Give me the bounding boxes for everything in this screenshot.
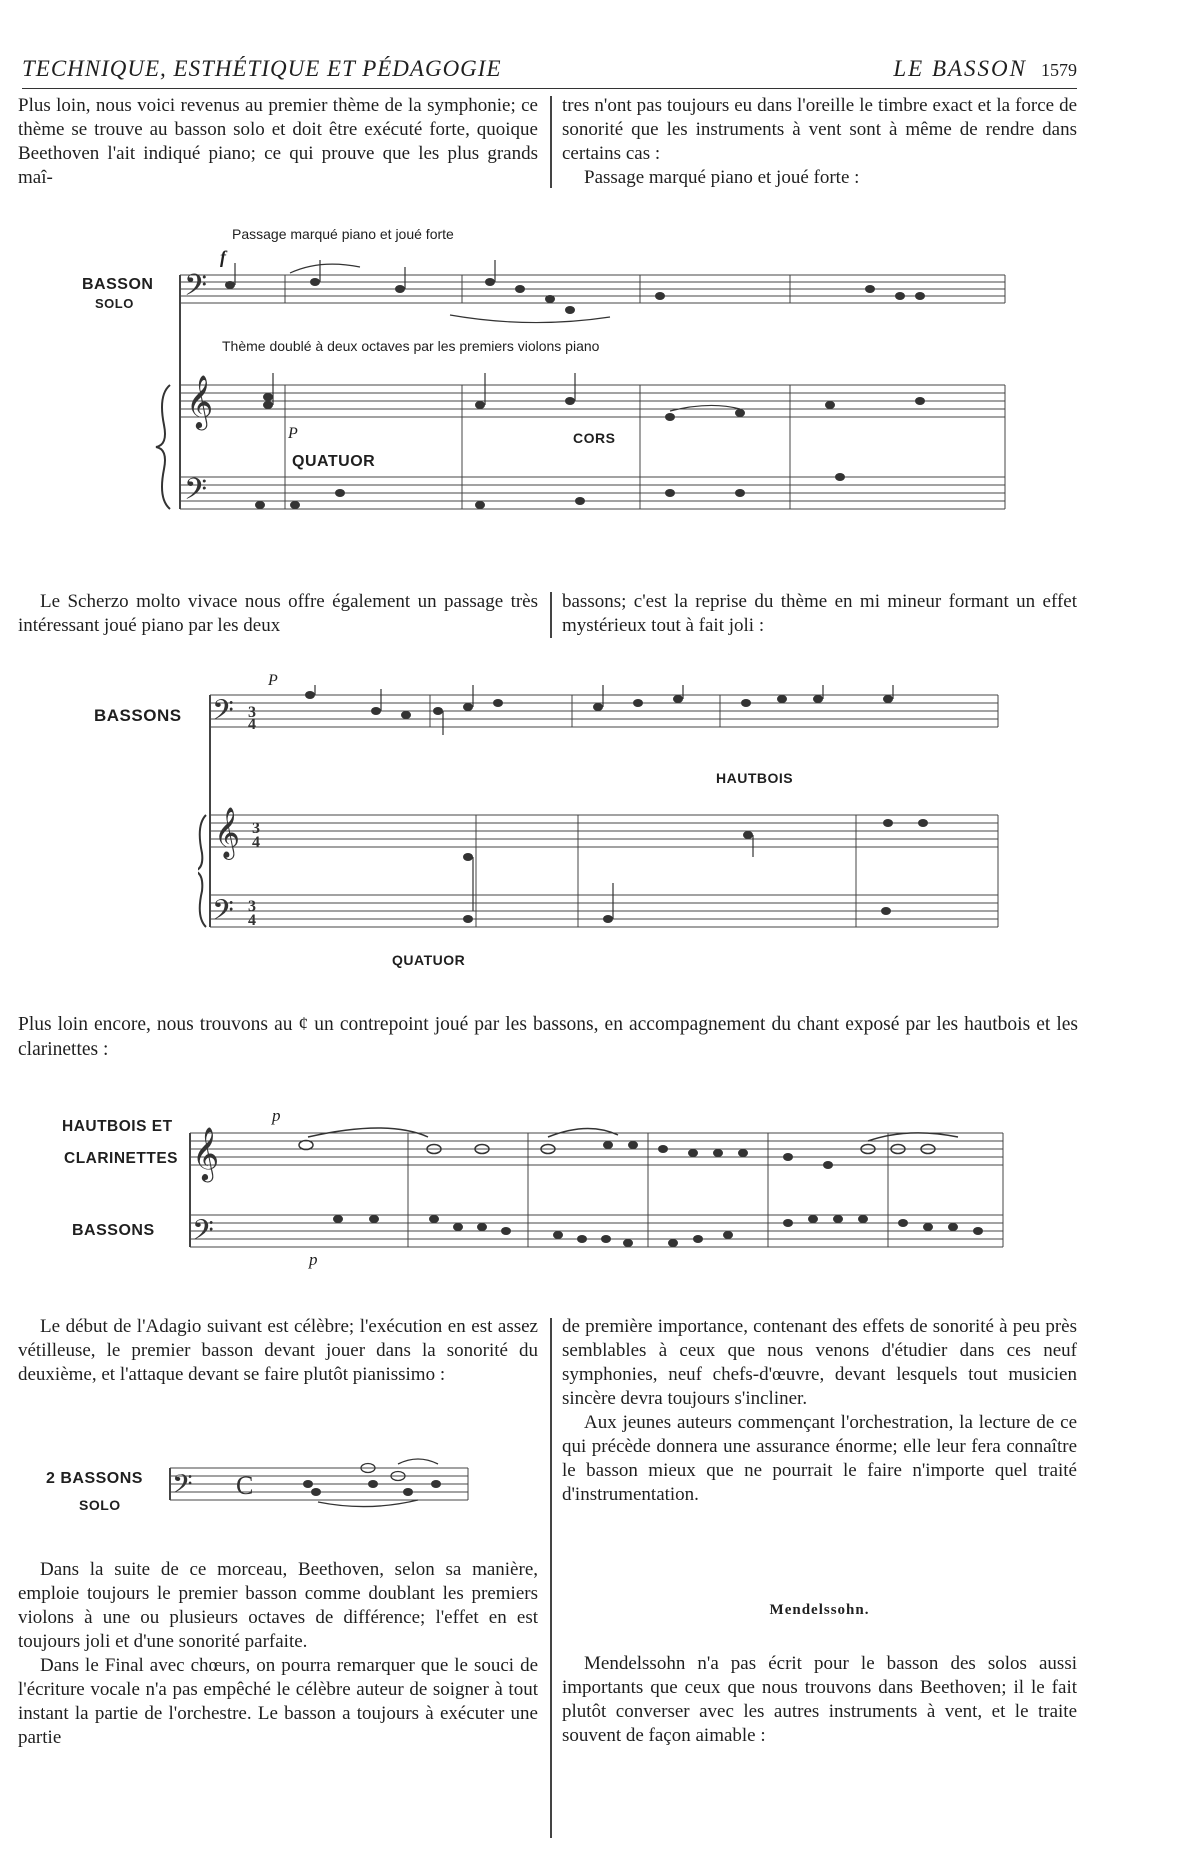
ex4-label-solo: SOLO [79,1497,121,1513]
ex3-dyn-p-top: p [272,1106,281,1125]
column-divider [550,592,552,638]
ex2-dyn-piano: P [268,672,278,689]
section1-right-text: tres n'ont pas toujours eu dans l'oreille le timbre exact et la force de sonorité que les instruments à vent sont à même de rendre dans certains cas : [562,95,1077,164]
column-divider [550,96,552,188]
ex1-dyn-forte: f [220,247,226,267]
page-header [22,50,1077,89]
svg-text:𝄢: 𝄢 [172,1469,193,1505]
svg-text:3: 3 [248,704,256,721]
svg-text:𝄢: 𝄢 [212,896,234,933]
section2-right [562,590,1077,638]
ex1-label-cors: CORS [573,430,616,446]
section4-left-top [18,1315,538,1387]
svg-text:𝄢: 𝄢 [192,1216,214,1253]
music-example-1 [150,255,1010,515]
subtitle-mendelssohn: Mendelssohn. [769,1602,870,1618]
music-example-3 [188,1105,1038,1265]
section4-left-text-3: Dans le Final avec chœurs, on pourra remarquer que le souci de l'écriture vocale n'a pas empêché le célèbre auteur de soigner à tout instant la partie de l'orchestre. Le basson a toujours à exécuter une partie [18,1655,538,1748]
ex1-caption-top: Passage marqué piano et joué forte [232,226,454,242]
section4-left-text-1: Le début de l'Adagio suivant est célèbre; l'exécution en est assez vétilleuse, le premier basson devant jouer dans la sonorité du deuxième, et l'attaque devant se faire plutôt pianissimo : [18,1316,538,1385]
section3-text: Plus loin encore, nous trouvons au ¢ un contrepoint joué par les bassons, en accompagnement du chant exposé par les hautbois et les clarinettes : [18,1014,1078,1060]
svg-text:C: C [236,1471,254,1500]
ex2-label-bassons: BASSONS [94,706,182,725]
ex3-dyn-p-bottom: p [309,1250,318,1269]
ex1-dyn-piano: P [288,425,298,442]
section1-right-intro: Passage marqué piano et joué forte : [584,167,860,188]
svg-text:4: 4 [248,716,256,733]
section2-right-text: bassons; c'est la reprise du thème en mi mineur formant un effet mystérieux tout à fait joli : [562,591,1077,636]
section4-right-top [562,1315,1077,1507]
section1-right [562,94,1077,190]
ex3-label-bassons: BASSONS [72,1222,155,1239]
section2-left-text: Le Scherzo molto vivace nous offre également un passage très intéressant joué piano par les deux [18,591,538,636]
section4-right-bottom [562,1652,1077,1748]
ex1-caption-mid: Thème doublé à deux octaves par les premiers violons piano [222,338,600,354]
music-example-4 [168,1440,518,1535]
section2-left [18,590,538,638]
section1-left-text: Plus loin, nous voici revenus au premier thème de la symphonie; ce thème se trouve au basson solo et doit être exécuté forte, quoique Beethoven l'ait indiqué piano; ce qui prouve que les plus grands maî- [18,95,538,188]
svg-text:𝄞: 𝄞 [186,376,214,427]
ex1-label-basson: BASSON [82,276,154,293]
svg-text:𝄢: 𝄢 [184,269,208,309]
header-section [893,56,1077,82]
svg-text:𝄢: 𝄢 [184,473,208,513]
header-section-title: LE BASSON [893,56,1027,81]
music-example-2 [198,685,1008,955]
ex3-label-clarinettes: CLARINETTES [64,1150,178,1167]
ex2-label-quatuor: QUATUOR [392,952,466,968]
svg-text:𝄞: 𝄞 [214,808,241,857]
section4-right-text-1: de première importance, contenant des effets de sonorité à peu près semblables à ceux que nous venons d'étudier dans ces neuf symphonies, neuf chefs-d'œuvre, devant lesquels tout musicien sincère devra toujours s'incliner. [562,1316,1077,1409]
section3 [18,1012,1078,1062]
svg-text:3: 3 [252,820,260,837]
section4-right-text-3: Mendelssohn n'a pas écrit pour le basson des solos aussi importants que ceux que nous trouvons dans Beethoven; il le fait plutôt converser avec les autres instruments à vent, et le traite souvent de façon aimable : [562,1653,1077,1746]
section4-left-bottom [18,1558,538,1750]
header-title: TECHNIQUE, ESTHÉTIQUE ET PÉDAGOGIE [22,56,502,81]
svg-text:4: 4 [252,834,260,851]
svg-text:3: 3 [248,898,256,915]
ex4-label-bassons: 2 BASSONS [46,1470,143,1487]
svg-text:4: 4 [248,912,256,929]
section4-right-text-2: Aux jeunes auteurs commençant l'orchestration, la lecture de ce qui précède donnera une assurance énorme; elle leur fera connaître le basson mieux que ne pourrait le faire n'importe quel traité d'instrumentation. [562,1412,1077,1505]
ex1-label-quatuor: QUATUOR [292,453,376,470]
page-number: 1579 [1041,60,1077,80]
svg-text:𝄞: 𝄞 [192,1128,220,1179]
svg-text:𝄢: 𝄢 [212,696,234,733]
ex3-label-hautbois: HAUTBOIS ET [62,1118,173,1135]
ex1-label-solo: SOLO [95,296,134,311]
section4-left-text-2: Dans la suite de ce morceau, Beethoven, selon sa manière, emploie toujours le premier basson comme doublant les premiers violons à une ou plusieurs octaves de différence; l'effet en est toujours joli et d'une sonorité parfaite. [18,1559,538,1652]
section1-left [18,94,538,190]
ex2-label-hautbois: HAUTBOIS [716,770,794,786]
column-divider [550,1318,552,1838]
